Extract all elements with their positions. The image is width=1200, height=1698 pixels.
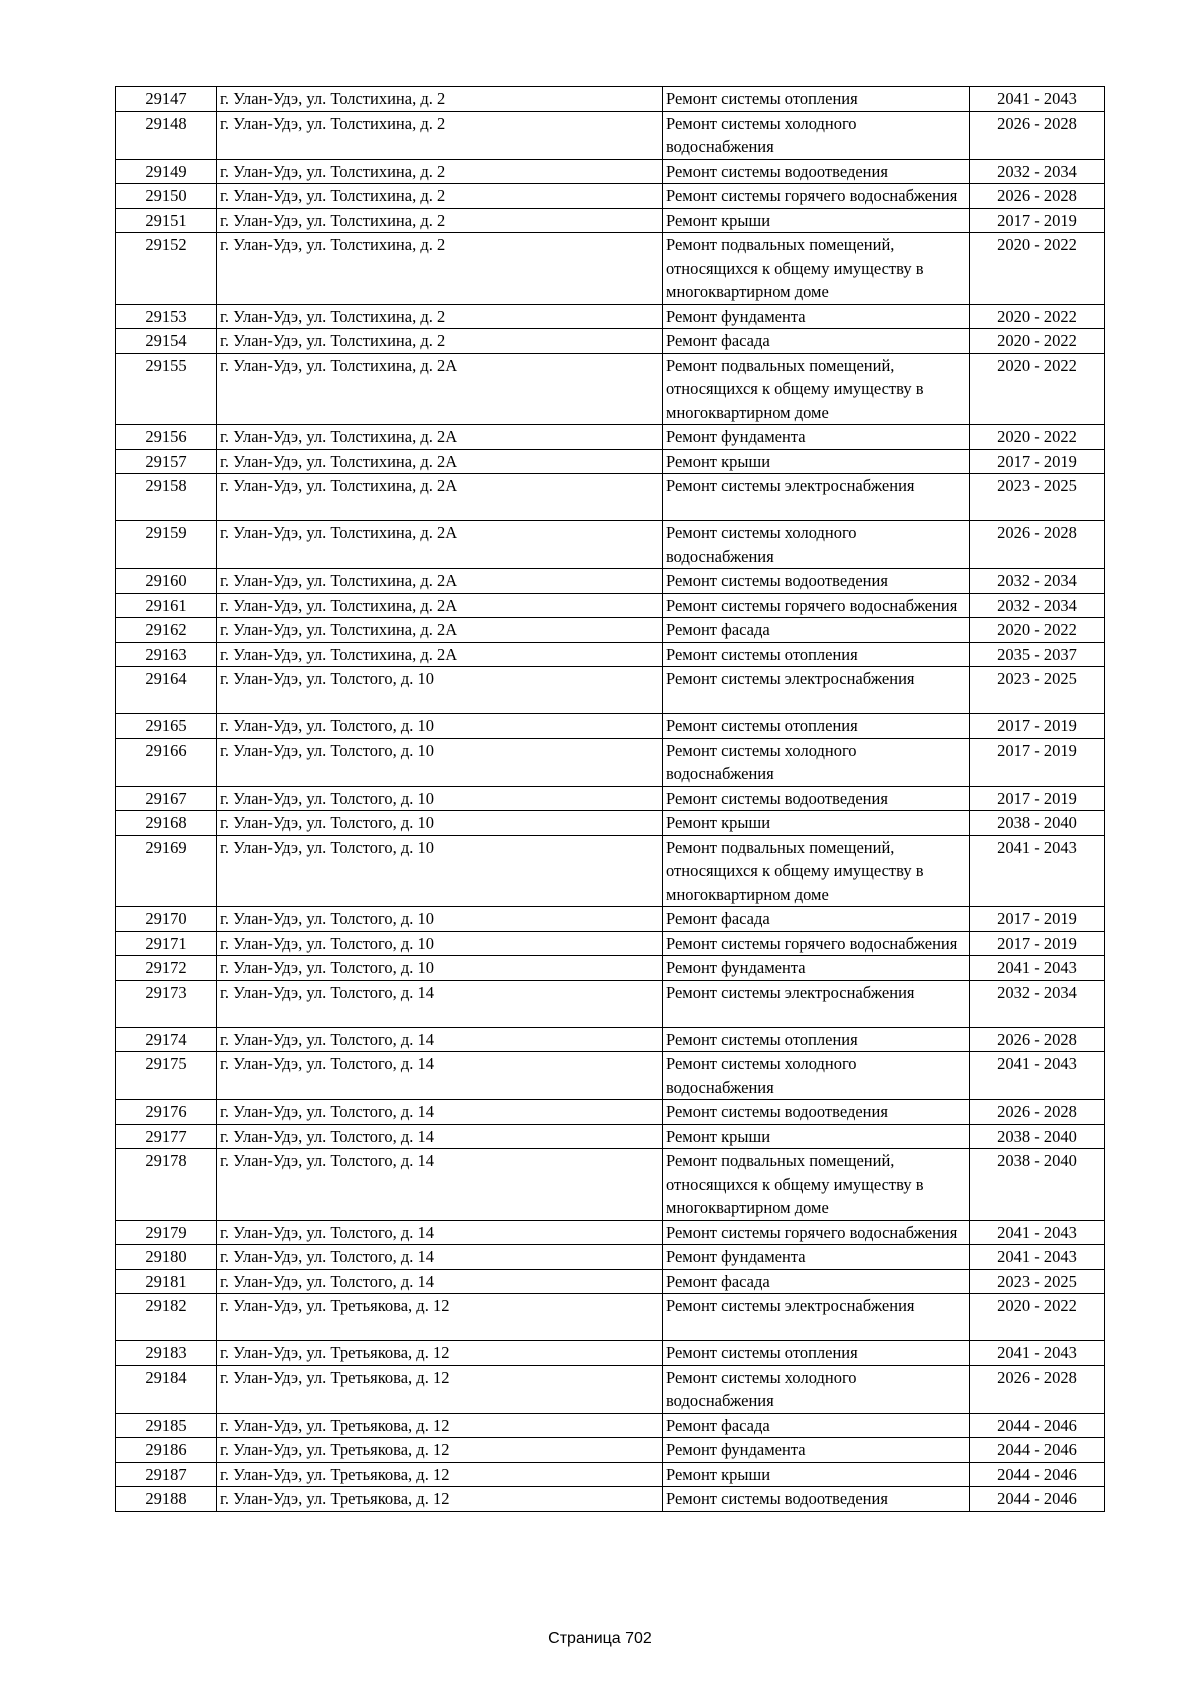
period-cell: 2041 - 2043	[970, 1220, 1105, 1245]
address-cell: г. Улан-Удэ, ул. Толстихина, д. 2А	[217, 593, 663, 618]
address-cell: г. Улан-Удэ, ул. Толстого, д. 10	[217, 956, 663, 981]
address-cell: г. Улан-Удэ, ул. Толстихина, д. 2А	[217, 353, 663, 425]
work-type-cell: Ремонт системы электроснабжения	[663, 474, 970, 521]
row-number-cell: 29185	[116, 1413, 217, 1438]
row-number-cell: 29165	[116, 714, 217, 739]
table-row	[116, 569, 1105, 594]
table-row	[116, 1220, 1105, 1245]
address-cell: г. Улан-Удэ, ул. Толстихина, д. 2	[217, 208, 663, 233]
table-row	[116, 87, 1105, 112]
address-cell: г. Улан-Удэ, ул. Толстихина, д. 2	[217, 87, 663, 112]
address-cell: г. Улан-Удэ, ул. Толстого, д. 14	[217, 1245, 663, 1270]
work-type-cell: Ремонт фасада	[663, 618, 970, 643]
row-number-cell: 29166	[116, 738, 217, 786]
period-cell: 2044 - 2046	[970, 1438, 1105, 1463]
period-cell: 2044 - 2046	[970, 1413, 1105, 1438]
address-cell: г. Улан-Удэ, ул. Толстихина, д. 2	[217, 111, 663, 159]
address-cell: г. Улан-Удэ, ул. Толстихина, д. 2А	[217, 618, 663, 643]
period-cell: 2032 - 2034	[970, 593, 1105, 618]
address-cell: г. Улан-Удэ, ул. Третьякова, д. 12	[217, 1341, 663, 1366]
work-type-cell: Ремонт подвальных помещений, относящихся к общему имуществу в многоквартирном доме	[663, 353, 970, 425]
work-type-cell: Ремонт фундамента	[663, 1438, 970, 1463]
period-cell: 2023 - 2025	[970, 1269, 1105, 1294]
period-cell: 2023 - 2025	[970, 474, 1105, 521]
row-number-cell: 29171	[116, 931, 217, 956]
table-row	[116, 786, 1105, 811]
work-type-cell: Ремонт фасада	[663, 907, 970, 932]
row-number-cell: 29167	[116, 786, 217, 811]
table-row	[116, 738, 1105, 786]
work-type-cell: Ремонт подвальных помещений, относящихся к общему имуществу в многоквартирном доме	[663, 835, 970, 907]
table-body	[116, 87, 1105, 1512]
period-cell: 2020 - 2022	[970, 618, 1105, 643]
row-number-cell: 29151	[116, 208, 217, 233]
period-cell: 2041 - 2043	[970, 1052, 1105, 1100]
row-number-cell: 29178	[116, 1149, 217, 1221]
table-row	[116, 956, 1105, 981]
row-number-cell: 29150	[116, 184, 217, 209]
row-number-cell: 29148	[116, 111, 217, 159]
row-number-cell: 29168	[116, 811, 217, 836]
table-row	[116, 1245, 1105, 1270]
table-row	[116, 593, 1105, 618]
address-cell: г. Улан-Удэ, ул. Третьякова, д. 12	[217, 1487, 663, 1512]
row-number-cell: 29162	[116, 618, 217, 643]
work-type-cell: Ремонт крыши	[663, 449, 970, 474]
table-row	[116, 1341, 1105, 1366]
address-cell: г. Улан-Удэ, ул. Толстого, д. 14	[217, 1124, 663, 1149]
table-row	[116, 1052, 1105, 1100]
row-number-cell: 29183	[116, 1341, 217, 1366]
period-cell: 2032 - 2034	[970, 980, 1105, 1027]
period-cell: 2041 - 2043	[970, 956, 1105, 981]
table-row	[116, 1413, 1105, 1438]
address-cell: г. Улан-Удэ, ул. Толстихина, д. 2А	[217, 569, 663, 594]
address-cell: г. Улан-Удэ, ул. Третьякова, д. 12	[217, 1294, 663, 1341]
work-type-cell: Ремонт системы отопления	[663, 87, 970, 112]
row-number-cell: 29170	[116, 907, 217, 932]
row-number-cell: 29172	[116, 956, 217, 981]
row-number-cell: 29176	[116, 1100, 217, 1125]
row-number-cell: 29158	[116, 474, 217, 521]
address-cell: г. Улан-Удэ, ул. Третьякова, д. 12	[217, 1365, 663, 1413]
table-row	[116, 1100, 1105, 1125]
period-cell: 2026 - 2028	[970, 1027, 1105, 1052]
period-cell: 2026 - 2028	[970, 1100, 1105, 1125]
period-cell: 2020 - 2022	[970, 304, 1105, 329]
work-type-cell: Ремонт системы электроснабжения	[663, 1294, 970, 1341]
period-cell: 2038 - 2040	[970, 1149, 1105, 1221]
period-cell: 2041 - 2043	[970, 835, 1105, 907]
row-number-cell: 29186	[116, 1438, 217, 1463]
table-row	[116, 1487, 1105, 1512]
row-number-cell: 29180	[116, 1245, 217, 1270]
table-row	[116, 1294, 1105, 1341]
period-cell: 2032 - 2034	[970, 569, 1105, 594]
row-number-cell: 29177	[116, 1124, 217, 1149]
work-type-cell: Ремонт системы отопления	[663, 642, 970, 667]
table-row	[116, 304, 1105, 329]
row-number-cell: 29184	[116, 1365, 217, 1413]
work-type-cell: Ремонт системы холодного водоснабжения	[663, 111, 970, 159]
work-type-cell: Ремонт системы холодного водоснабжения	[663, 738, 970, 786]
table-row	[116, 1149, 1105, 1221]
address-cell: г. Улан-Удэ, ул. Толстихина, д. 2А	[217, 642, 663, 667]
row-number-cell: 29169	[116, 835, 217, 907]
work-type-cell: Ремонт фундамента	[663, 425, 970, 450]
row-number-cell: 29174	[116, 1027, 217, 1052]
table-row	[116, 111, 1105, 159]
row-number-cell: 29157	[116, 449, 217, 474]
work-type-cell: Ремонт системы водоотведения	[663, 786, 970, 811]
address-cell: г. Улан-Удэ, ул. Толстого, д. 14	[217, 1052, 663, 1100]
address-cell: г. Улан-Удэ, ул. Толстихина, д. 2А	[217, 521, 663, 569]
work-type-cell: Ремонт системы горячего водоснабжения	[663, 931, 970, 956]
period-cell: 2038 - 2040	[970, 1124, 1105, 1149]
table-row	[116, 353, 1105, 425]
work-type-cell: Ремонт подвальных помещений, относящихся к общему имуществу в многоквартирном доме	[663, 233, 970, 305]
work-type-cell: Ремонт системы водоотведения	[663, 1487, 970, 1512]
work-type-cell: Ремонт фундамента	[663, 1245, 970, 1270]
table-row	[116, 1124, 1105, 1149]
row-number-cell: 29163	[116, 642, 217, 667]
table-row	[116, 329, 1105, 354]
period-cell: 2017 - 2019	[970, 714, 1105, 739]
table-row	[116, 208, 1105, 233]
table-row	[116, 184, 1105, 209]
address-cell: г. Улан-Удэ, ул. Третьякова, д. 12	[217, 1462, 663, 1487]
row-number-cell: 29156	[116, 425, 217, 450]
period-cell: 2020 - 2022	[970, 425, 1105, 450]
row-number-cell: 29175	[116, 1052, 217, 1100]
table-row	[116, 1269, 1105, 1294]
table-row	[116, 159, 1105, 184]
period-cell: 2017 - 2019	[970, 208, 1105, 233]
repair-schedule-table	[115, 86, 1105, 1512]
period-cell: 2044 - 2046	[970, 1487, 1105, 1512]
address-cell: г. Улан-Удэ, ул. Третьякова, д. 12	[217, 1438, 663, 1463]
row-number-cell: 29173	[116, 980, 217, 1027]
work-type-cell: Ремонт крыши	[663, 811, 970, 836]
table-row	[116, 618, 1105, 643]
period-cell: 2020 - 2022	[970, 1294, 1105, 1341]
period-cell: 2020 - 2022	[970, 233, 1105, 305]
work-type-cell: Ремонт системы холодного водоснабжения	[663, 1365, 970, 1413]
address-cell: г. Улан-Удэ, ул. Толстого, д. 10	[217, 738, 663, 786]
row-number-cell: 29153	[116, 304, 217, 329]
address-cell: г. Улан-Удэ, ул. Толстихина, д. 2А	[217, 474, 663, 521]
table-row	[116, 931, 1105, 956]
work-type-cell: Ремонт системы отопления	[663, 1027, 970, 1052]
work-type-cell: Ремонт фасада	[663, 1269, 970, 1294]
period-cell: 2017 - 2019	[970, 738, 1105, 786]
work-type-cell: Ремонт фундамента	[663, 956, 970, 981]
address-cell: г. Улан-Удэ, ул. Толстого, д. 10	[217, 835, 663, 907]
address-cell: г. Улан-Удэ, ул. Толстого, д. 14	[217, 1269, 663, 1294]
table-row	[116, 521, 1105, 569]
work-type-cell: Ремонт системы горячего водоснабжения	[663, 184, 970, 209]
period-cell: 2026 - 2028	[970, 111, 1105, 159]
row-number-cell: 29164	[116, 667, 217, 714]
address-cell: г. Улан-Удэ, ул. Толстого, д. 10	[217, 907, 663, 932]
table-row	[116, 835, 1105, 907]
table-row	[116, 233, 1105, 305]
address-cell: г. Улан-Удэ, ул. Толстихина, д. 2А	[217, 449, 663, 474]
row-number-cell: 29147	[116, 87, 217, 112]
period-cell: 2041 - 2043	[970, 1245, 1105, 1270]
address-cell: г. Улан-Удэ, ул. Толстихина, д. 2	[217, 304, 663, 329]
period-cell: 2038 - 2040	[970, 811, 1105, 836]
table-row	[116, 1365, 1105, 1413]
row-number-cell: 29155	[116, 353, 217, 425]
work-type-cell: Ремонт системы горячего водоснабжения	[663, 593, 970, 618]
row-number-cell: 29188	[116, 1487, 217, 1512]
table-row	[116, 474, 1105, 521]
period-cell: 2017 - 2019	[970, 907, 1105, 932]
address-cell: г. Улан-Удэ, ул. Толстого, д. 10	[217, 714, 663, 739]
period-cell: 2041 - 2043	[970, 1341, 1105, 1366]
table-row	[116, 667, 1105, 714]
period-cell: 2026 - 2028	[970, 1365, 1105, 1413]
work-type-cell: Ремонт системы водоотведения	[663, 569, 970, 594]
work-type-cell: Ремонт системы отопления	[663, 1341, 970, 1366]
row-number-cell: 29152	[116, 233, 217, 305]
row-number-cell: 29179	[116, 1220, 217, 1245]
table-row	[116, 1438, 1105, 1463]
period-cell: 2023 - 2025	[970, 667, 1105, 714]
work-type-cell: Ремонт системы водоотведения	[663, 1100, 970, 1125]
address-cell: г. Улан-Удэ, ул. Толстихина, д. 2А	[217, 425, 663, 450]
period-cell: 2020 - 2022	[970, 353, 1105, 425]
row-number-cell: 29149	[116, 159, 217, 184]
period-cell: 2017 - 2019	[970, 449, 1105, 474]
work-type-cell: Ремонт системы электроснабжения	[663, 667, 970, 714]
page-number: Страница 702	[548, 1630, 652, 1647]
work-type-cell: Ремонт крыши	[663, 208, 970, 233]
address-cell: г. Улан-Удэ, ул. Толстого, д. 14	[217, 980, 663, 1027]
period-cell: 2044 - 2046	[970, 1462, 1105, 1487]
table-row	[116, 980, 1105, 1027]
work-type-cell: Ремонт подвальных помещений, относящихся к общему имуществу в многоквартирном доме	[663, 1149, 970, 1221]
address-cell: г. Улан-Удэ, ул. Толстихина, д. 2	[217, 233, 663, 305]
work-type-cell: Ремонт крыши	[663, 1124, 970, 1149]
address-cell: г. Улан-Удэ, ул. Толстого, д. 14	[217, 1220, 663, 1245]
address-cell: г. Улан-Удэ, ул. Толстого, д. 10	[217, 786, 663, 811]
work-type-cell: Ремонт системы холодного водоснабжения	[663, 521, 970, 569]
row-number-cell: 29181	[116, 1269, 217, 1294]
table-row	[116, 1027, 1105, 1052]
table-row	[116, 714, 1105, 739]
address-cell: г. Улан-Удэ, ул. Толстого, д. 14	[217, 1027, 663, 1052]
table-row	[116, 1462, 1105, 1487]
period-cell: 2032 - 2034	[970, 159, 1105, 184]
period-cell: 2017 - 2019	[970, 931, 1105, 956]
work-type-cell: Ремонт фасада	[663, 329, 970, 354]
period-cell: 2041 - 2043	[970, 87, 1105, 112]
row-number-cell: 29182	[116, 1294, 217, 1341]
table-row	[116, 425, 1105, 450]
address-cell: г. Улан-Удэ, ул. Толстихина, д. 2	[217, 184, 663, 209]
row-number-cell: 29187	[116, 1462, 217, 1487]
address-cell: г. Улан-Удэ, ул. Третьякова, д. 12	[217, 1413, 663, 1438]
table-row	[116, 642, 1105, 667]
address-cell: г. Улан-Удэ, ул. Толстихина, д. 2	[217, 329, 663, 354]
row-number-cell: 29160	[116, 569, 217, 594]
work-type-cell: Ремонт системы холодного водоснабжения	[663, 1052, 970, 1100]
work-type-cell: Ремонт крыши	[663, 1462, 970, 1487]
period-cell: 2020 - 2022	[970, 329, 1105, 354]
row-number-cell: 29161	[116, 593, 217, 618]
table-row	[116, 907, 1105, 932]
row-number-cell: 29159	[116, 521, 217, 569]
work-type-cell: Ремонт системы горячего водоснабжения	[663, 1220, 970, 1245]
period-cell: 2026 - 2028	[970, 521, 1105, 569]
work-type-cell: Ремонт системы отопления	[663, 714, 970, 739]
work-type-cell: Ремонт фасада	[663, 1413, 970, 1438]
work-type-cell: Ремонт системы электроснабжения	[663, 980, 970, 1027]
address-cell: г. Улан-Удэ, ул. Толстого, д. 10	[217, 811, 663, 836]
work-type-cell: Ремонт фундамента	[663, 304, 970, 329]
row-number-cell: 29154	[116, 329, 217, 354]
period-cell: 2017 - 2019	[970, 786, 1105, 811]
address-cell: г. Улан-Удэ, ул. Толстихина, д. 2	[217, 159, 663, 184]
period-cell: 2035 - 2037	[970, 642, 1105, 667]
table-row	[116, 449, 1105, 474]
work-type-cell: Ремонт системы водоотведения	[663, 159, 970, 184]
address-cell: г. Улан-Удэ, ул. Толстого, д. 10	[217, 667, 663, 714]
address-cell: г. Улан-Удэ, ул. Толстого, д. 10	[217, 931, 663, 956]
period-cell: 2026 - 2028	[970, 184, 1105, 209]
address-cell: г. Улан-Удэ, ул. Толстого, д. 14	[217, 1100, 663, 1125]
table-row	[116, 811, 1105, 836]
address-cell: г. Улан-Удэ, ул. Толстого, д. 14	[217, 1149, 663, 1221]
